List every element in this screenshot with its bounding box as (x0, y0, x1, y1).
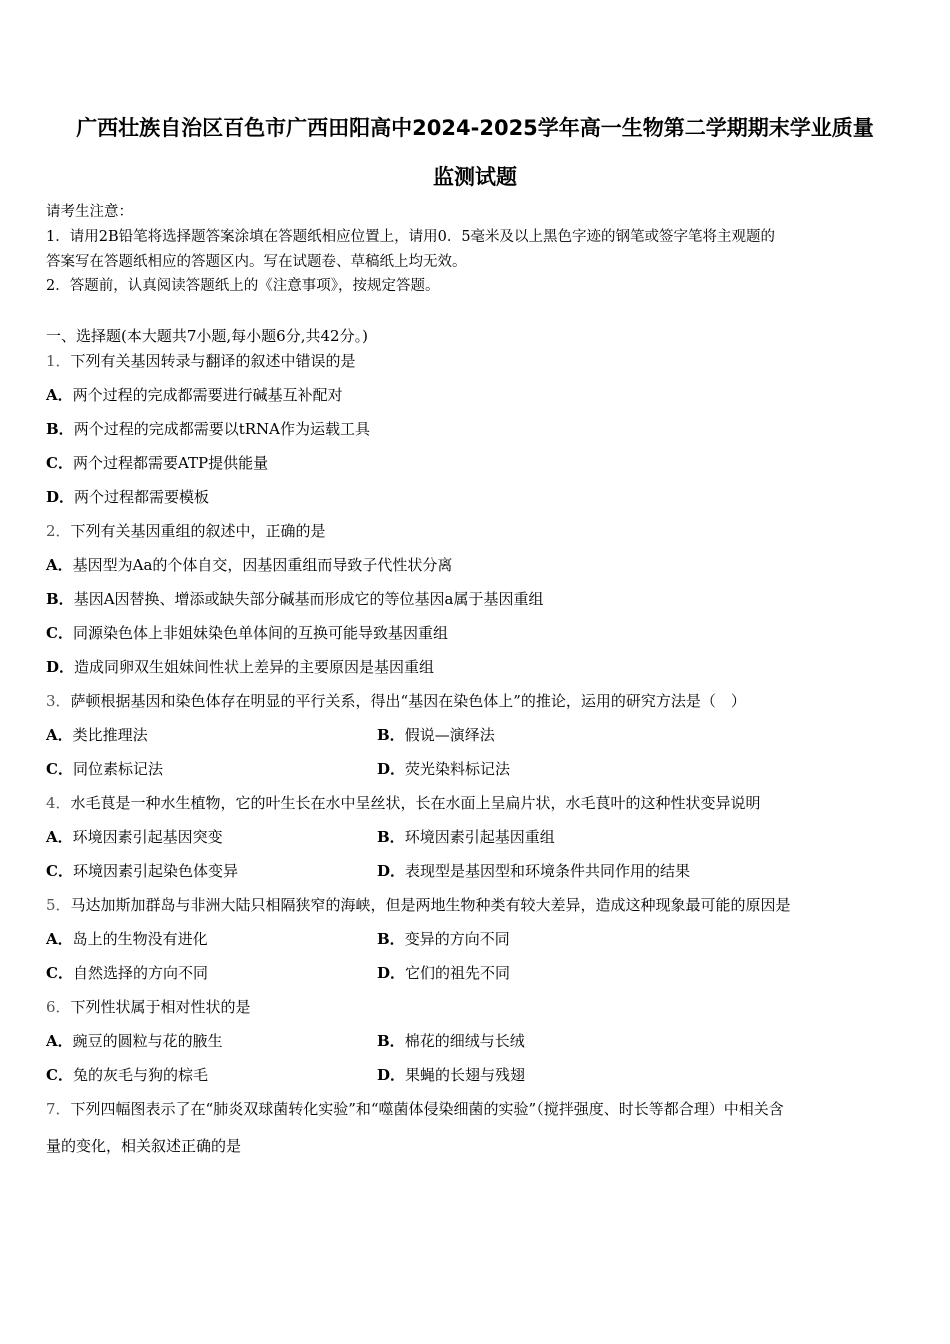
option-text: 两个过程的完成都需要进行碱基互补配对 (72, 386, 343, 404)
option-text: 兔的灰毛与狗的棕毛 (72, 1066, 208, 1084)
q2-option-a (46, 555, 452, 575)
q4-option-a (46, 827, 223, 847)
option-letter: D． (377, 862, 406, 880)
notice-item-1: 1．请用2B铅笔将选择题答案涂填在答题纸相应位置上，请用0．5毫米及以上黑色字迹的钢笔或签字笔将主观题的 (46, 229, 776, 245)
notice-item-1-cont: 答案写在答题纸相应的答题区内。写在试题卷、草稿纸上均无效。 (46, 254, 467, 270)
option-letter: A． (46, 556, 73, 574)
question-7 (46, 1099, 784, 1119)
option-letter: B． (377, 1032, 405, 1050)
option-letter: D． (377, 760, 406, 778)
question-number: 3． (46, 692, 71, 710)
option-text: 果蝇的长翅与残翅 (405, 1066, 526, 1084)
q5-option-d (377, 963, 510, 983)
q6-option-d (377, 1065, 525, 1085)
option-letter: C． (46, 454, 73, 472)
q2-option-b (46, 589, 543, 609)
exam-title-line1: 广西壮族自治区百色市广西田阳高中2024-2025学年高一生物第二学期期末学业质量 (76, 116, 874, 140)
q3-option-d (377, 759, 510, 779)
question-3 (46, 691, 746, 711)
option-letter: B． (46, 420, 74, 438)
option-letter: D． (377, 964, 406, 982)
q6-option-b (377, 1031, 525, 1051)
option-text: 两个过程都需要ATP提供能量 (72, 454, 269, 472)
question-number: 1． (46, 352, 71, 370)
option-text: 两个过程的完成都需要以tRNA作为运载工具 (73, 420, 370, 438)
option-letter: B． (46, 590, 74, 608)
option-text: 基因A因替换、增添或缺失部分碱基而形成它的等位基因a属于基因重组 (73, 590, 544, 608)
question-2 (46, 521, 326, 541)
option-text: 造成同卵双生姐妹间性状上差异的主要原因是基因重组 (74, 658, 435, 676)
option-text: 岛上的生物没有进化 (72, 930, 208, 948)
option-letter: B． (377, 828, 405, 846)
option-text: 假说—演绎法 (404, 726, 495, 744)
notice-item-2: 2．答题前，认真阅读答题纸上的《注意事项》，按规定答题。 (46, 278, 440, 294)
option-letter: C． (46, 1066, 73, 1084)
question-7-cont: 量的变化，相关叙述正确的是 (46, 1137, 242, 1155)
question-stem: 下列性状属于相对性状的是 (70, 998, 251, 1016)
option-letter: C． (46, 760, 73, 778)
q2-option-c (46, 623, 448, 643)
option-text: 基因型为Aa的个体自交，因基因重组而导致子代性状分离 (72, 556, 453, 574)
q3-option-b (377, 725, 495, 745)
option-text: 环境因素引起基因突变 (72, 828, 223, 846)
question-stem: 下列有关基因重组的叙述中，正确的是 (70, 522, 326, 540)
question-number: 4． (46, 794, 71, 812)
q2-option-d (46, 657, 434, 677)
option-text: 同源染色体上非姐妹染色单体间的互换可能导致基因重组 (72, 624, 448, 642)
option-letter: C． (46, 964, 73, 982)
question-stem: 下列有关基因转录与翻译的叙述中错误的是 (70, 352, 356, 370)
option-text: 两个过程都需要模板 (74, 488, 210, 506)
option-letter: A． (46, 828, 73, 846)
option-text: 变异的方向不同 (404, 930, 510, 948)
option-letter: D． (46, 658, 75, 676)
notice-heading: 请考生注意： (46, 204, 133, 220)
option-text: 表现型是基因型和环境条件共同作用的结果 (405, 862, 691, 880)
question-stem: 马达加斯加群岛与非洲大陆只相隔狭窄的海峡，但是两地生物种类有较大差异，造成这种现象最可能的原因是 (70, 896, 791, 914)
question-number: 6． (46, 998, 71, 1016)
q3-option-c (46, 759, 163, 779)
question-number: 7． (46, 1100, 71, 1118)
option-letter: A． (46, 386, 73, 404)
q1-option-c (46, 453, 268, 473)
q4-option-c (46, 861, 238, 881)
q5-option-c (46, 963, 208, 983)
question-number: 5． (46, 896, 71, 914)
question-4 (46, 793, 761, 813)
option-letter: C． (46, 624, 73, 642)
q1-option-b (46, 419, 370, 439)
q3-option-a (46, 725, 148, 745)
question-number: 2． (46, 522, 71, 540)
option-letter: C． (46, 862, 73, 880)
option-text: 豌豆的圆粒与花的腋生 (72, 1032, 223, 1050)
option-letter: A． (46, 726, 73, 744)
option-letter: A． (46, 930, 73, 948)
q5-option-a (46, 929, 208, 949)
question-5 (46, 895, 791, 915)
question-stem: 水毛茛是一种水生植物，它的叶生长在水中呈丝状，长在水面上呈扁片状，水毛茛叶的这种性状变异说明 (70, 794, 761, 812)
option-letter: D． (46, 488, 75, 506)
q4-option-b (377, 827, 555, 847)
option-text: 荧光染料标记法 (405, 760, 511, 778)
option-text: 它们的祖先不同 (405, 964, 511, 982)
option-text: 棉花的细绒与长绒 (404, 1032, 525, 1050)
option-text: 环境因素引起基因重组 (404, 828, 555, 846)
question-1 (46, 351, 356, 371)
exam-title-line2: 监测试题 (433, 165, 517, 189)
option-letter: D． (377, 1066, 406, 1084)
q6-option-c (46, 1065, 208, 1085)
q6-option-a (46, 1031, 223, 1051)
option-text: 自然选择的方向不同 (72, 964, 208, 982)
q1-option-d (46, 487, 209, 507)
option-text: 同位素标记法 (72, 760, 163, 778)
q5-option-b (377, 929, 510, 949)
option-text: 类比推理法 (72, 726, 148, 744)
question-6 (46, 997, 251, 1017)
option-letter: B． (377, 930, 405, 948)
option-letter: A． (46, 1032, 73, 1050)
section-heading: 一、选择题(本大题共7小题,每小题6分,共42分。) (46, 327, 368, 345)
question-stem: 萨顿根据基因和染色体存在明显的平行关系，得出“基因在染色体上”的推论，运用的研究方法是（ ） (70, 692, 746, 710)
option-letter: B． (377, 726, 405, 744)
question-stem: 下列四幅图表示了在“肺炎双球菌转化实验”和“噬菌体侵染细菌的实验”（搅拌强度、时长等都合理）中相关含 (70, 1100, 784, 1118)
q1-option-a (46, 385, 343, 405)
option-text: 环境因素引起染色体变异 (72, 862, 238, 880)
q4-option-d (377, 861, 690, 881)
